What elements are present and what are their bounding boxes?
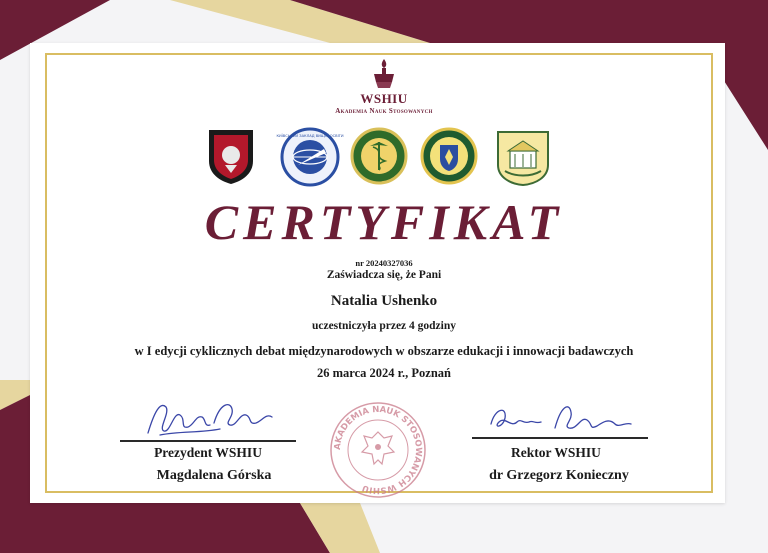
institution-subtitle: Akademia Nauk Stosowanych [335,107,433,115]
left-signatory-name: Magdalena Górska [156,468,272,483]
event-description: w I edycji cyklicznych debat międzynarodowych w obszarze edukacji i innowacji badawczych [134,344,634,358]
signature-left [140,393,280,441]
right-signatory-role: Rektor WSHIU [511,445,601,460]
recipient-name: Natalia Ushenko [330,293,438,309]
institution-name: WSHIU [360,91,408,106]
signature-right [485,398,635,440]
signature-right-line [472,437,648,439]
emblem-medical-icon [350,127,408,185]
attestation-text: Zaświadcza się, że Pani [326,269,442,281]
emblem-shield-icon [206,127,256,185]
emblem-coat-of-arms-icon [420,127,478,185]
official-stamp [328,400,428,500]
partner-emblems [0,127,768,189]
signature-left-line [120,440,296,442]
emblem-building-icon [493,127,553,187]
emblem-globe-ring-text: КИЇВСЬКИЙ ЗАКЛАД ВИЩОЇ ОСВІТИ [276,134,344,138]
participation-text: uczestniczyła przez 4 godziny [311,320,457,332]
event-date-place: 26 marca 2024 r., Poznań [316,366,452,380]
left-signatory-role: Prezydent WSHIU [154,445,262,460]
emblem-globe-icon [276,127,344,187]
stamp-ring-text: AKADEMIA NAUK STOSOWANYCH WSHIU [332,404,424,496]
certificate-number: nr 20240327036 [355,258,413,268]
certificate-title: CERTYFIKAT [204,194,564,250]
right-signatory-name: dr Grzegorz Konieczny [489,468,629,483]
